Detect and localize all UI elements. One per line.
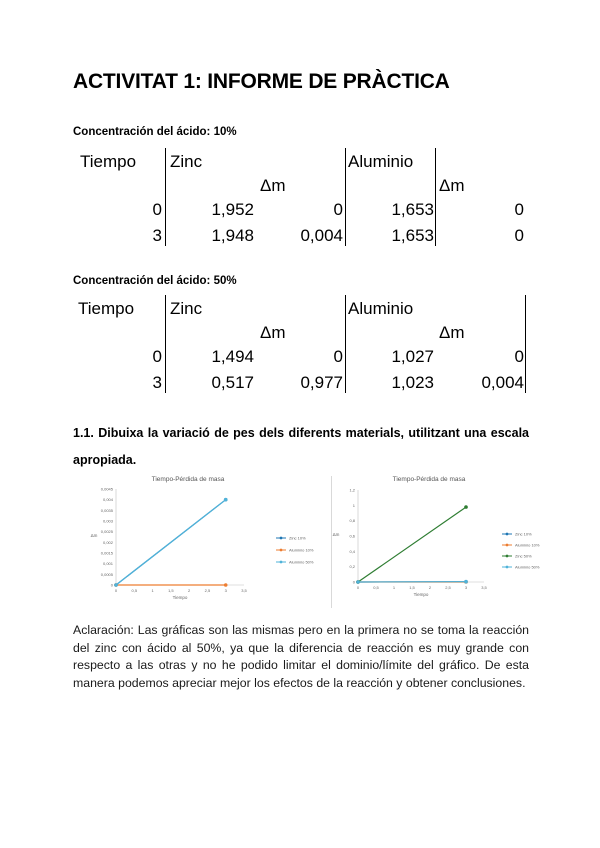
section2-data-table xyxy=(78,295,530,395)
cell-delta-zinc: 0 xyxy=(333,200,343,219)
legend-marker xyxy=(280,561,283,564)
cell-delta-aluminio: 0 xyxy=(514,347,524,366)
x-axis-label: Tiempo xyxy=(413,592,429,597)
chart-title: Tiempo-Pérdida de masa xyxy=(392,476,466,483)
y-tick-label: 0 xyxy=(352,579,355,585)
clarification-note: Aclaración: Las gráficas son las mismas pero en la primera no se toma la reacción del zinc con ácido al 50%, ya que la diferencia de reacción es muy grande con respecto a las otras y no he podido limitar el dominio/límite del gráfico. De esta manera podemos apreciar mejor los efectos de la reacción y obtener conclusiones. xyxy=(73,623,529,690)
cell-zinc: 1,952 xyxy=(211,200,254,219)
chart-divider xyxy=(331,476,332,608)
chart-all-svg xyxy=(332,474,540,608)
cell-delta-zinc: 0,004 xyxy=(300,226,343,245)
x-tick-label: 1,5 xyxy=(168,588,174,593)
legend-entry: Aluminio 50% xyxy=(289,559,314,565)
series-line xyxy=(116,500,226,585)
x-tick-label: 0 xyxy=(356,585,360,590)
cell-delta-zinc: 0 xyxy=(333,347,343,366)
y-tick-label: 0,6 xyxy=(349,533,355,539)
table-divider xyxy=(165,148,166,246)
y-tick-label: 0,4 xyxy=(349,548,355,554)
chart-10-percent-svg xyxy=(82,474,328,608)
data-point xyxy=(356,580,360,584)
header-aluminio: Aluminio xyxy=(348,152,414,171)
table-divider xyxy=(345,295,346,393)
y-tick-label: 1 xyxy=(352,502,355,508)
chart-10-percent xyxy=(82,474,328,608)
section1-data-table xyxy=(78,148,530,248)
legend-marker xyxy=(280,537,283,540)
question-1-1: 1.1. Dibuixa la variació de pes dels diferents materials, utilitzant una escala apropiada. xyxy=(73,426,529,467)
cell-zinc: 0,517 xyxy=(211,373,254,392)
legend-marker xyxy=(280,549,283,552)
header-delta-m-zinc: Δm xyxy=(260,323,286,342)
data-point xyxy=(464,505,468,509)
y-tick-label: 1,2 xyxy=(349,487,355,493)
y-axis-label: Δm xyxy=(90,533,98,538)
x-tick-label: 0 xyxy=(114,588,118,593)
cell-delta-aluminio: 0,004 xyxy=(481,373,524,392)
y-tick-label: 0,0025 xyxy=(100,529,113,535)
table-divider xyxy=(165,295,166,393)
cell-zinc: 1,948 xyxy=(211,226,254,245)
header-tiempo: Tiempo xyxy=(80,152,137,171)
legend-marker xyxy=(506,566,509,569)
data-point xyxy=(224,583,228,587)
y-axis-label: Δm xyxy=(332,532,340,537)
x-tick-label: 2 xyxy=(188,588,191,593)
y-tick-label: 0,0045 xyxy=(100,486,113,492)
chart-all xyxy=(332,474,540,608)
legend-marker xyxy=(506,533,509,536)
x-tick-label: 2 xyxy=(428,585,432,590)
y-tick-label: 0,002 xyxy=(102,539,113,545)
y-tick-label: 0 xyxy=(110,582,113,588)
header-delta-m-zinc: Δm xyxy=(260,176,286,195)
data-point xyxy=(224,498,228,502)
data-point xyxy=(114,583,118,587)
cell-tiempo: 3 xyxy=(152,226,162,245)
section1-concentration-label: Concentración del ácido: 10% xyxy=(73,126,237,138)
y-tick-label: 0,003 xyxy=(102,518,113,524)
legend-entry: Zinc 10% xyxy=(289,535,306,541)
table-divider xyxy=(345,148,346,246)
section2-concentration-label: Concentración del ácido: 50% xyxy=(73,275,237,287)
legend-entry: Zinc 50% xyxy=(515,553,532,559)
x-tick-label: 0,5 xyxy=(373,585,379,590)
cell-delta-aluminio: 0 xyxy=(514,226,524,245)
x-tick-label: 3,5 xyxy=(241,588,247,593)
header-tiempo: Tiempo xyxy=(78,299,135,318)
header-delta-m-aluminio: Δm xyxy=(439,176,465,195)
x-tick-label: 2,5 xyxy=(204,588,211,593)
x-tick-label: 3 xyxy=(464,585,468,590)
cell-aluminio: 1,027 xyxy=(391,347,434,366)
cell-tiempo: 0 xyxy=(152,200,162,219)
x-tick-label: 3,5 xyxy=(481,585,487,590)
cell-delta-aluminio: 0 xyxy=(514,200,524,219)
y-tick-label: 0,8 xyxy=(349,518,355,524)
cell-delta-zinc: 0,977 xyxy=(300,373,343,392)
header-zinc: Zinc xyxy=(170,152,203,171)
y-tick-label: 0,0005 xyxy=(100,571,113,577)
x-axis-label: Tiempo xyxy=(172,595,188,600)
y-tick-label: 0,004 xyxy=(102,497,113,503)
cell-aluminio: 1,023 xyxy=(391,373,434,392)
x-tick-label: 0,5 xyxy=(131,588,138,593)
header-aluminio: Aluminio xyxy=(348,299,414,318)
x-tick-label: 1 xyxy=(151,588,154,593)
legend-entry: Aluminio 50% xyxy=(515,564,540,570)
header-zinc: Zinc xyxy=(170,299,203,318)
y-tick-label: 0,0035 xyxy=(100,507,113,513)
legend-entry: Zinc 10% xyxy=(515,531,532,537)
table-divider xyxy=(525,295,526,393)
page-title: ACTIVITAT 1: INFORME DE PRÀCTICA xyxy=(73,70,450,93)
cell-zinc: 1,494 xyxy=(211,347,254,366)
y-tick-label: 0,2 xyxy=(349,564,355,570)
table-divider xyxy=(435,148,436,246)
chart-title: Tiempo-Pérdida de masa xyxy=(151,476,225,483)
x-tick-label: 2,5 xyxy=(445,585,451,590)
cell-tiempo: 3 xyxy=(152,373,162,392)
x-tick-label: 1,5 xyxy=(409,585,415,590)
x-tick-label: 1 xyxy=(392,585,396,590)
y-tick-label: 0,0015 xyxy=(100,550,113,556)
legend-entry: Aluminio 10% xyxy=(289,547,314,553)
header-delta-m-aluminio: Δm xyxy=(439,323,465,342)
legend-marker xyxy=(506,555,509,558)
series-line xyxy=(358,507,466,582)
cell-aluminio: 1,653 xyxy=(391,200,434,219)
cell-aluminio: 1,653 xyxy=(391,226,434,245)
x-tick-label: 3 xyxy=(224,588,227,593)
legend-marker xyxy=(506,544,509,547)
y-tick-label: 0,001 xyxy=(102,561,113,567)
data-point xyxy=(464,580,468,584)
cell-tiempo: 0 xyxy=(152,347,162,366)
legend-entry: Aluminio 10% xyxy=(515,542,540,548)
